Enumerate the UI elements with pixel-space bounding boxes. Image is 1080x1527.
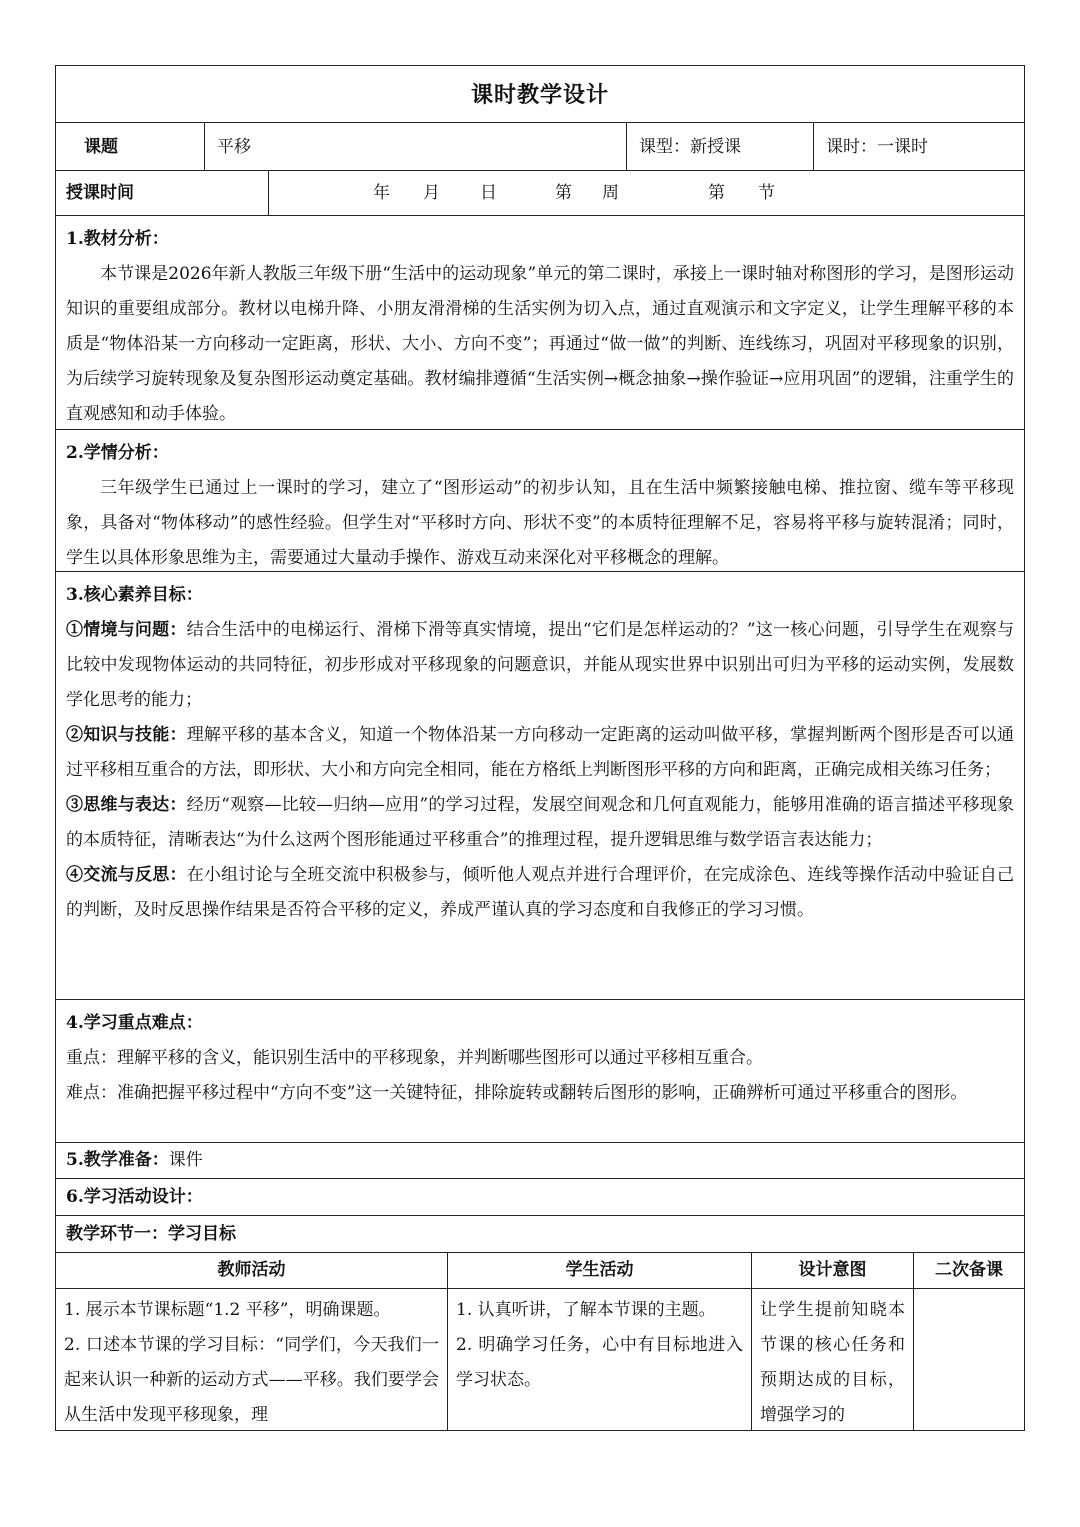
- time-row: [55, 171, 1025, 216]
- stage-one-label: 教学环节一：: [66, 1224, 168, 1244]
- section-5-value: 课件: [168, 1150, 203, 1170]
- section-textbook-analysis: [55, 216, 1025, 430]
- goal-item-text: 经历“观察—比较—归纳—应用”的学习过程，发展空间观念和几何直观能力，能够用准确的语言描述平移现象的本质特征，清晰表达“为什么这两个图形能通过平移重合”的推理过程，提升逻辑思维与数学语言表达能力；: [66, 795, 1014, 850]
- time-value: [268, 171, 1024, 215]
- goal-item-label: ④交流与反思：: [66, 865, 187, 885]
- goal-item-text: 结合生活中的电梯运行、滑梯下滑等真实情境，提出“它们是怎样运动的？”这一核心问题，引导学生在观察与比较中发现物体运动的共同特征，初步形成对平移现象的问题意识，并能从现实世界中识别出可归为平移的运动实例，发展数学化思考的能力；: [66, 620, 1014, 710]
- section-core-goals: [55, 572, 1025, 1000]
- teacher-activity: [56, 1289, 447, 1430]
- goal-item-label: ③思维与表达：: [66, 795, 187, 815]
- design-intent-text: 让学生提前知晓本节课的核心任务和预期达成的目标，增强学习的: [760, 1300, 905, 1425]
- lesson-plan-table: [55, 65, 1025, 1431]
- lesson-type-value: 新授课: [690, 137, 741, 157]
- difficult-point: 难点：准确把握平移过程中“方向不变”这一关键特征，排除旋转或翻转后图形的影响，正确辨析可通过平移重合的图形。: [66, 1083, 968, 1103]
- student-activity: [447, 1289, 751, 1430]
- key-point: 重点：理解平移的含义，能识别生活中的平移现象，并判断哪些图形可以通过平移相互重合。: [66, 1048, 763, 1068]
- header-notes: 二次备课: [913, 1253, 1024, 1288]
- lesson-type-label: 课型：: [639, 137, 690, 157]
- section-1-text: 本节课是2026年新人教版三年级下册“生活中的运动现象”单元的第二课时，承接上一课时轴对称图形的学习，是图形运动知识的重要组成部分。教材以电梯升降、小朋友滑滑梯的生活实例为切入点，通过直观演示和文字定义，让学生理解平移的本质是“物体沿某一方向移动一定距离，形状、大小、方向不变”；再通过“做一做”的判断、连线练习，巩固对平移现象的识别，为后续学习旋转现象及复杂图形运动奠定基础。教材编排遵循“生活实例→概念抽象→操作验证→应用巩固”的逻辑，注重学生的直观感知和动手体验。: [66, 264, 1014, 424]
- goal-item-text: 理解平移的基本含义，知道一个物体沿某一方向移动一定距离的运动叫做平移，掌握判断两个图形是否可以通过平移相互重合的方法，即形状、大小和方向完全相同，能在方格纸上判断图形平移的方向和距离，正确完成相关练习任务；: [66, 725, 1015, 780]
- time-period-prefix: 第: [708, 183, 725, 203]
- section-preparation: [55, 1143, 1025, 1179]
- lesson-type: [626, 123, 813, 170]
- time-week: 周: [602, 183, 619, 203]
- section-6-heading: 6.学习活动设计：: [66, 1187, 203, 1207]
- header-student: 学生活动: [447, 1253, 751, 1288]
- student-activity-item: 1. 认真听讲，了解本节课的主题。: [456, 1300, 716, 1320]
- goal-item-text: 在小组讨论与全班交流中积极参与，倾听他人观点并进行合理评价，在完成涂色、连线等操作活动中验证自己的判断，及时反思操作结果是否符合平移的定义，养成严谨认真的学习态度和自我修正的学习习惯。: [66, 865, 1015, 920]
- activity-table-row: [55, 1289, 1025, 1431]
- section-2-text: 三年级学生已通过上一课时的学习，建立了“图形运动”的初步认知，且在生活中频繁接触电梯、推拉窗、缆车等平移现象，具备对“物体移动”的感性经验。但学生对“平移时方向、形状不变”的本质特征理解不足，容易将平移与旋转混淆；同时，学生以具体形象思维为主，需要通过大量动手操作、游戏互动来深化对平移概念的理解。: [66, 478, 1014, 568]
- goal-item: [66, 788, 1014, 858]
- lesson-hours-value: 一课时: [877, 137, 928, 157]
- teacher-activity-item: 1. 展示本节课标题“1.2 平移”，明确课题。: [64, 1300, 391, 1320]
- time-week-prefix: 第: [555, 183, 572, 203]
- time-period: 节: [758, 183, 775, 203]
- section-1-heading: 1.教材分析：: [66, 229, 169, 249]
- section-4-heading: 4.学习重点难点：: [66, 1013, 203, 1033]
- goal-item-label: ①情境与问题：: [66, 620, 187, 640]
- header-intent: 设计意图: [751, 1253, 913, 1288]
- section-5-heading: 5.教学准备：: [66, 1150, 169, 1170]
- stage-one-row: [55, 1216, 1025, 1253]
- goal-item-label: ②知识与技能：: [66, 725, 187, 745]
- goal-item: [66, 718, 1014, 788]
- topic-label: 课题: [84, 137, 118, 157]
- section-3-heading: 3.核心素养目标：: [66, 585, 203, 605]
- section-learner-analysis: [55, 430, 1025, 572]
- design-intent: [751, 1289, 913, 1430]
- header-teacher: 教师活动: [217, 1260, 286, 1280]
- topic-value: 平移: [204, 123, 626, 170]
- section-activity-design: [55, 1179, 1025, 1216]
- section-2-heading: 2.学情分析：: [66, 443, 169, 463]
- time-label: 授课时间: [66, 183, 134, 203]
- goal-item: [66, 613, 1014, 718]
- activity-table-header: [55, 1253, 1025, 1289]
- stage-one-value: 学习目标: [168, 1224, 236, 1244]
- time-year: 年: [373, 183, 390, 203]
- goal-item: [66, 858, 1014, 928]
- teacher-activity-item: 2. 口述本节课的学习目标：“同学们，今天我们一起来认识一种新的运动方式——平移。我们要学会从生活中发现平移现象，理: [64, 1335, 439, 1425]
- page-title: 课时教学设计: [55, 65, 1025, 123]
- time-month: 月: [423, 183, 440, 203]
- student-activity-item: 2. 明确学习任务，心中有目标地进入学习状态。: [456, 1335, 743, 1390]
- second-prep-notes: [913, 1289, 1024, 1430]
- time-day: 日: [480, 183, 497, 203]
- topic-row: [55, 123, 1025, 171]
- lesson-hours-label: 课时：: [826, 137, 877, 157]
- lesson-hours: [813, 123, 1024, 170]
- section-key-difficulties: [55, 1000, 1025, 1143]
